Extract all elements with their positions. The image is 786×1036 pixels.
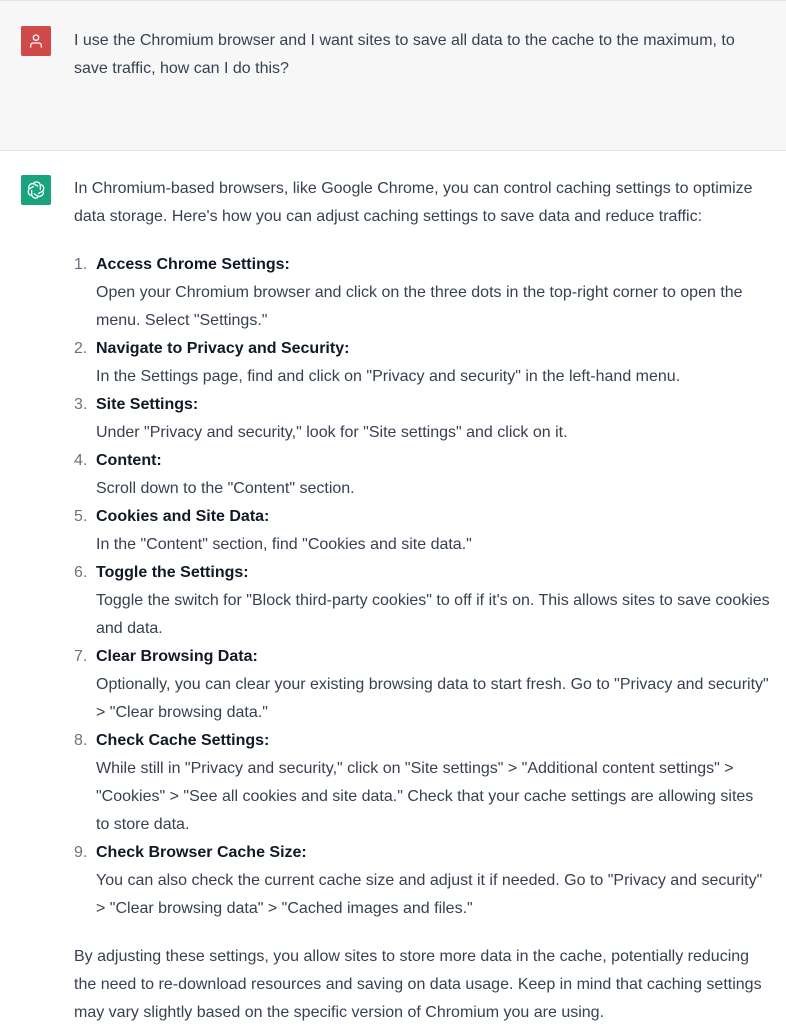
step-title: Toggle the Settings:	[96, 564, 249, 581]
step-body: Toggle the switch for "Block third-party cookies" to off if it's on. This allows sites to save cookies and data.	[96, 592, 770, 637]
step-body: Open your Chromium browser and click on the three dots in the top-right corner to open the menu. Select "Settings."	[96, 284, 743, 329]
list-item	[74, 559, 770, 643]
step-number: 8.	[74, 732, 88, 749]
step-number: 7.	[74, 648, 88, 665]
list-item	[74, 643, 770, 727]
step-number: 1.	[74, 256, 88, 273]
user-icon	[28, 33, 44, 49]
user-message-text: I use the Chromium browser and I want sites to save all data to the cache to the maximum, to save traffic, how can I do this?	[74, 32, 735, 77]
assistant-outro: By adjusting these settings, you allow sites to store more data in the cache, potentially reducing the need to re-download resources and saving on data usage. Keep in mind that caching settings may vary slightly based on the specific version of Chromium you are using.	[74, 948, 762, 1021]
openai-logo-icon	[25, 179, 47, 201]
list-item	[74, 503, 770, 559]
step-number: 4.	[74, 452, 88, 469]
list-item	[74, 447, 770, 503]
user-message	[0, 0, 786, 151]
step-title: Cookies and Site Data:	[96, 508, 270, 525]
step-title: Access Chrome Settings:	[96, 256, 290, 273]
step-number: 2.	[74, 340, 88, 357]
step-number: 3.	[74, 396, 88, 413]
step-body: Optionally, you can clear your existing browsing data to start fresh. Go to "Privacy and security" > "Clear browsing data."	[96, 676, 769, 721]
step-title: Site Settings:	[96, 396, 199, 413]
steps-list	[74, 251, 770, 923]
step-title: Check Cache Settings:	[96, 732, 270, 749]
step-title: Check Browser Cache Size:	[96, 844, 307, 861]
step-body: Under "Privacy and security," look for "Site settings" and click on it.	[96, 424, 568, 441]
assistant-message-content	[74, 175, 770, 1027]
step-body: In the "Content" section, find "Cookies and site data."	[96, 536, 472, 553]
assistant-avatar	[21, 175, 51, 205]
step-number: 5.	[74, 508, 88, 525]
step-title: Navigate to Privacy and Security:	[96, 340, 350, 357]
list-item	[74, 251, 770, 335]
user-avatar	[21, 26, 51, 56]
step-body: You can also check the current cache size and adjust it if needed. Go to "Privacy and security" > "Clear browsing data" > "Cached images and files."	[96, 872, 763, 917]
list-item	[74, 335, 770, 391]
step-body: While still in "Privacy and security," click on "Site settings" > "Additional content settings" > "Cookies" > "See all cookies and site data." Check that your cache settings are allowing sites to store data.	[96, 760, 754, 833]
step-number: 9.	[74, 844, 88, 861]
step-number: 6.	[74, 564, 88, 581]
step-body: Scroll down to the "Content" section.	[96, 480, 355, 497]
list-item	[74, 391, 770, 447]
step-title: Clear Browsing Data:	[96, 648, 258, 665]
assistant-intro: In Chromium-based browsers, like Google Chrome, you can control caching settings to optimize data storage. Here's how you can adjust caching settings to save data and reduce traffic:	[74, 180, 753, 225]
list-item	[74, 727, 770, 839]
step-body: In the Settings page, find and click on "Privacy and security" in the left-hand menu.	[96, 368, 681, 385]
list-item	[74, 839, 770, 923]
step-title: Content:	[96, 452, 162, 469]
